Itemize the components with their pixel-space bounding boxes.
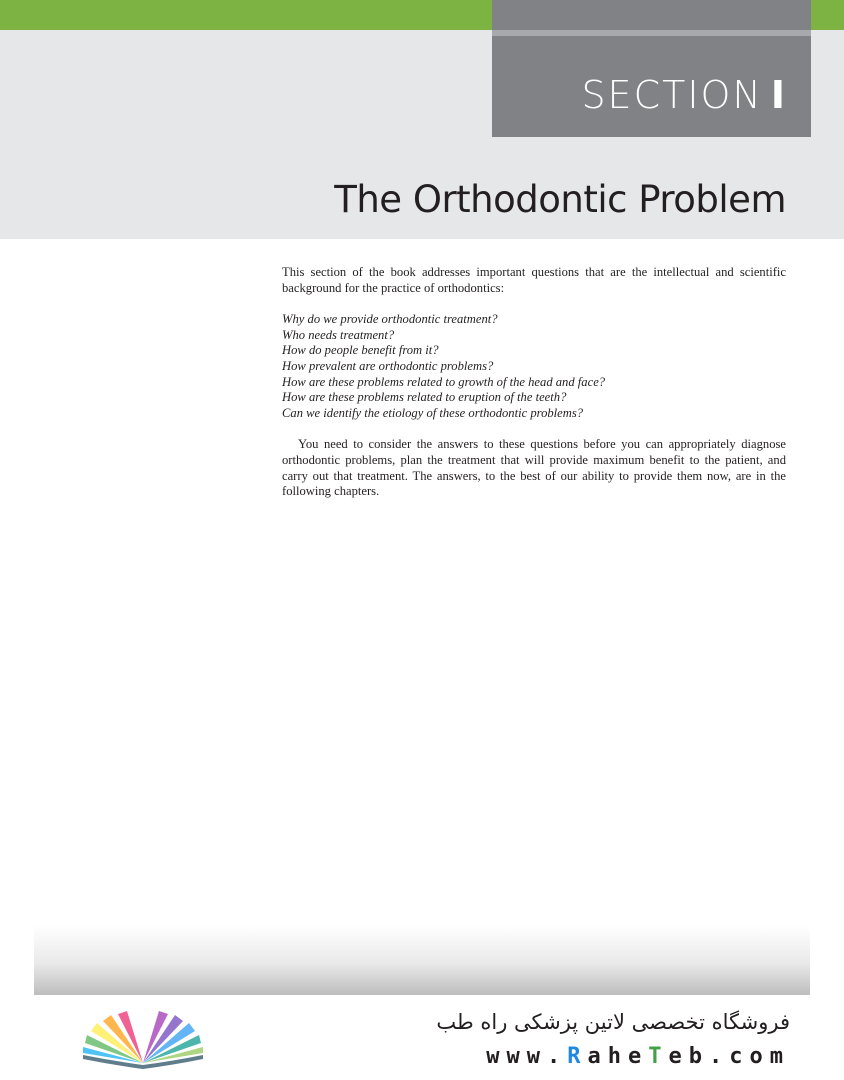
website-mid: ahe: [587, 1044, 649, 1069]
question-item: How prevalent are orthodontic problems?: [282, 358, 494, 373]
question-item: Why do we provide orthodontic treatment?: [282, 312, 498, 327]
question-item: How are these problems related to eruption of the teeth?: [282, 390, 567, 405]
question-item: Who needs treatment?: [282, 327, 395, 342]
section-number: I: [770, 73, 787, 117]
body-text: [282, 265, 786, 500]
section-box-stripe: [492, 30, 811, 36]
page-bottom-shadow: [34, 925, 810, 995]
section-box: [492, 0, 811, 137]
website-suffix: eb.com: [668, 1044, 790, 1069]
section-word: SECTION: [581, 73, 763, 117]
question-item: Can we identify the etiology of these orthodontic problems?: [282, 405, 584, 420]
section-label: [581, 72, 787, 118]
website-letter-t: T: [648, 1044, 669, 1069]
question-item: How do people benefit from it?: [282, 343, 439, 358]
page-title: The Orthodontic Problem: [334, 178, 786, 221]
closing-paragraph: You need to consider the answers to these questions before you can appropriately diagnose orthodontic problems, plan the treatment that will provide maximum benefit to the patient, and carry out that treatment. The answers, to the best of our ability to provide them now, are in the following chapters.: [282, 437, 786, 499]
question-list: [282, 312, 786, 421]
footer-website: [486, 1044, 790, 1069]
intro-paragraph: This section of the book addresses important questions that are the intellectual and scientific background for the practice of orthodontics:: [282, 265, 786, 295]
question-item: How are these problems related to growth of the head and face?: [282, 374, 606, 389]
footer-persian-text: فروشگاه تخصصی لاتین پزشکی راه طب: [436, 1010, 790, 1034]
open-book-logo-icon: [78, 1007, 208, 1069]
website-prefix: www.: [486, 1044, 568, 1069]
website-letter-r: R: [567, 1044, 588, 1069]
